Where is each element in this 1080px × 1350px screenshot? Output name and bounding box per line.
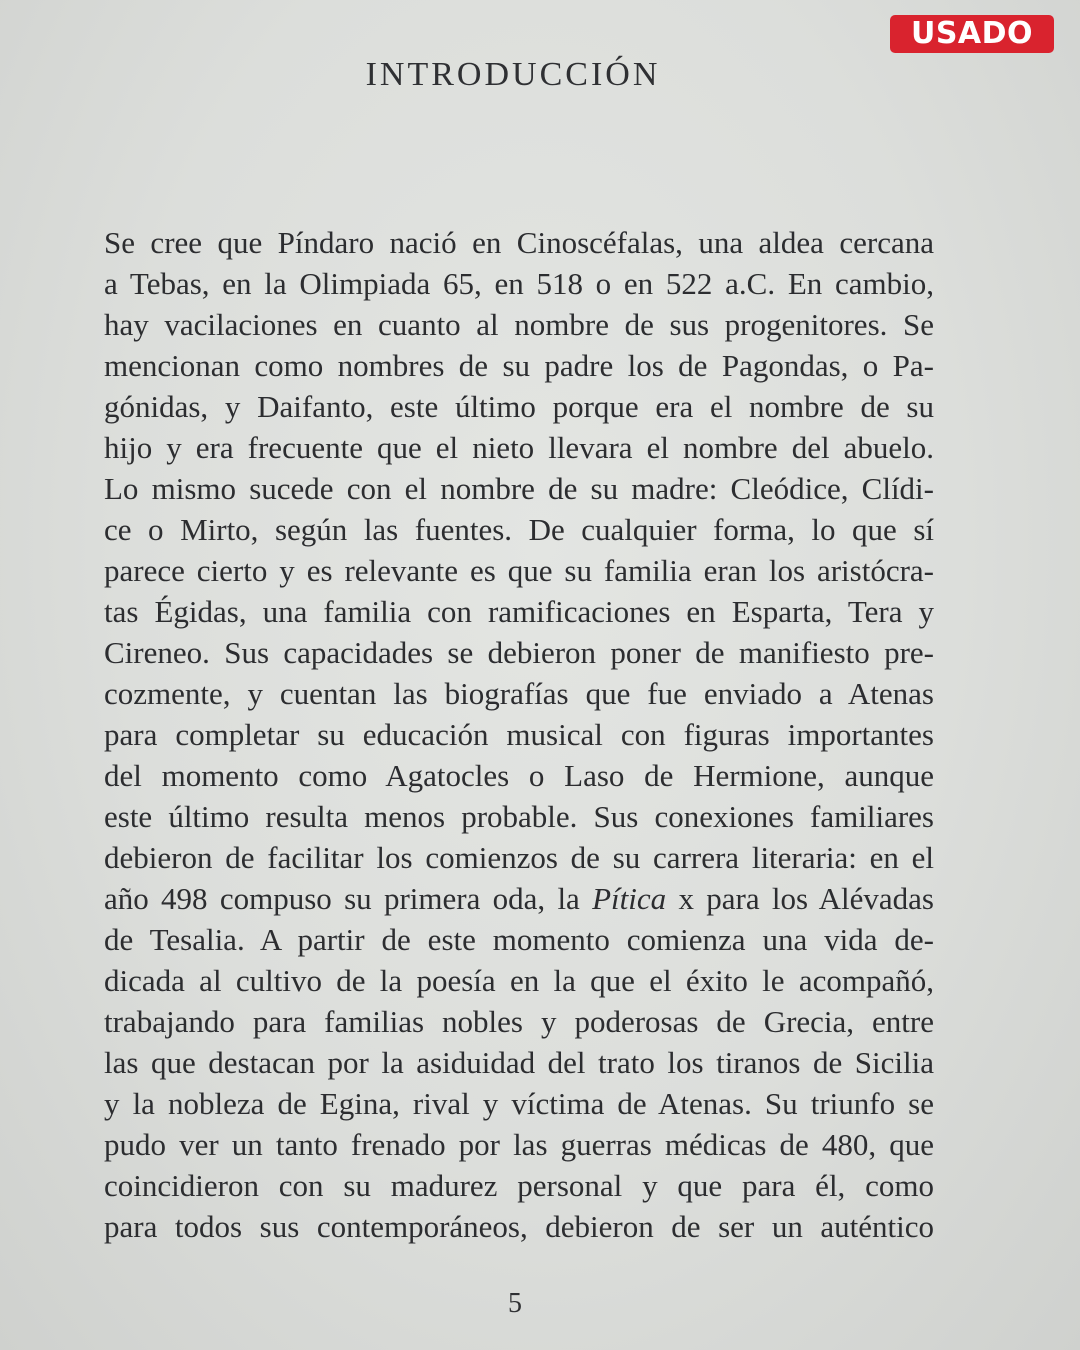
text-line: de Tesalia. A partir de este momento comienza una vida de- <box>104 922 934 957</box>
text-segment: año 498 compuso su primera oda, la <box>104 881 593 916</box>
used-badge: USADO <box>890 15 1054 53</box>
text-line: y la nobleza de Egina, rival y víctima de Atenas. Su triunfo se <box>104 1086 934 1121</box>
italic-title-pitica: Pítica <box>592 881 667 916</box>
text-line: las que destacan por la asiduidad del trato los tiranos de Sicilia <box>104 1045 934 1080</box>
text-line: parece cierto y es relevante es que su familia eran los aristócra- <box>104 553 934 588</box>
text-line: hijo y era frecuente que el nieto llevara el nombre del abuelo. <box>104 430 934 465</box>
text-line: trabajando para familias nobles y poderosas de Grecia, entre <box>104 1004 934 1039</box>
text-line: Se cree que Píndaro nació en Cinoscéfalas, una aldea cercana <box>104 225 934 260</box>
text-line: hay vacilaciones en cuanto al nombre de sus progenitores. Se <box>104 307 934 342</box>
text-line: para todos sus contemporáneos, debieron de ser un auténtico <box>104 1209 934 1244</box>
text-line: del momento como Agatocles o Laso de Hermione, aunque <box>104 758 934 793</box>
text-line: pudo ver un tanto frenado por las guerras médicas de 480, que <box>104 1127 934 1162</box>
text-line: a Tebas, en la Olimpiada 65, en 518 o en 522 a.C. En cambio, <box>104 266 934 301</box>
text-line: coincidieron con su madurez personal y que para él, como <box>104 1168 934 1203</box>
text-line: cozmente, y cuentan las biografías que fue enviado a Atenas <box>104 676 934 711</box>
text-line: debieron de facilitar los comienzos de su carrera literaria: en el <box>104 840 934 875</box>
body-paragraph <box>104 222 934 1247</box>
page-title: INTRODUCCIÓN <box>365 56 661 93</box>
text-line: dicada al cultivo de la poesía en la que el éxito le acompañó, <box>104 963 934 998</box>
text-line: Cireneo. Sus capacidades se debieron poner de manifiesto pre- <box>104 635 934 670</box>
text-line: Lo mismo sucede con el nombre de su madre: Cleódice, Clídi- <box>104 471 934 506</box>
text-line: este último resulta menos probable. Sus conexiones familiares <box>104 799 934 834</box>
text-line: tas Égidas, una familia con ramificaciones en Esparta, Tera y <box>104 594 934 629</box>
text-line: gónidas, y Daifanto, este último porque era el nombre de su <box>104 389 934 424</box>
text-line: mencionan como nombres de su padre los de Pagondas, o Pa- <box>104 348 934 383</box>
text-line-with-italic <box>104 878 934 919</box>
text-line: ce o Mirto, según las fuentes. De cualquier forma, lo que sí <box>104 512 934 547</box>
text-line: para completar su educación musical con figuras importantes <box>104 717 934 752</box>
text-segment: x para los Alévadas <box>666 881 934 916</box>
page-number: 5 <box>508 1288 522 1319</box>
